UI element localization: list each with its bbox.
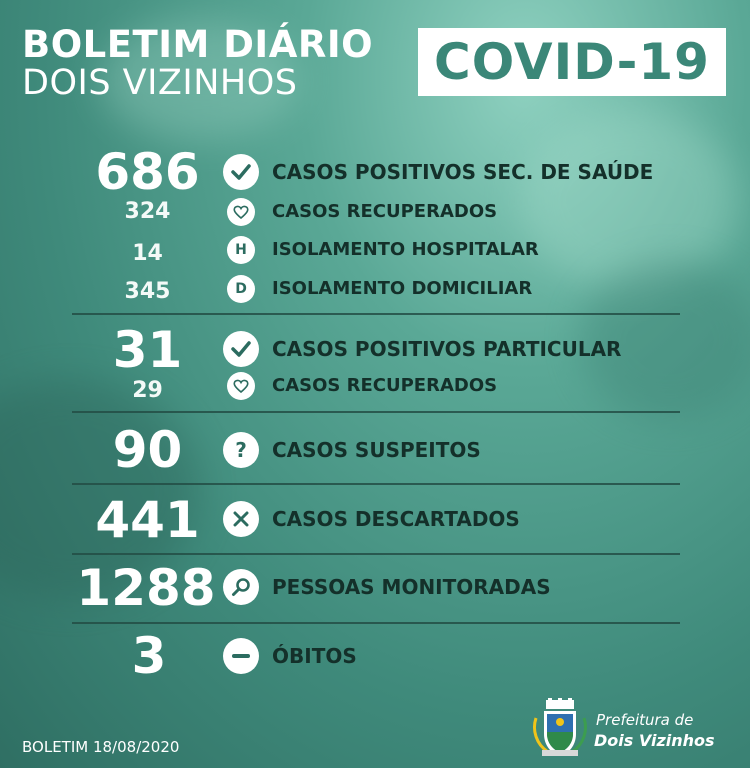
city-subtitle: DOIS VIZINHOS <box>22 63 298 103</box>
check-icon <box>223 154 259 190</box>
background-blur <box>520 110 740 290</box>
hospital-h-glyph: H <box>235 242 247 258</box>
obitos-label: ÓBITOS <box>272 644 357 668</box>
city-crest-icon <box>530 698 590 758</box>
recuperados-particular-label: CASOS RECUPERADOS <box>272 375 498 396</box>
prefeitura-line1: Prefeitura de <box>596 711 694 729</box>
check-icon <box>223 331 259 367</box>
recuperados-saude-value: 324 <box>124 199 171 224</box>
positivos-saude-value: 686 <box>95 143 200 201</box>
suspeitos-label: CASOS SUSPEITOS <box>272 438 481 462</box>
covid-badge-text: COVID-19 <box>434 33 710 91</box>
descartados-label: CASOS DESCARTADOS <box>272 507 520 531</box>
isolamento-domiciliar-value: 345 <box>124 279 171 304</box>
minus-icon <box>223 638 259 674</box>
hospital-h-icon <box>227 236 255 264</box>
isolamento-hospitalar-value: 14 <box>132 241 163 266</box>
bulletin-title: BOLETIM DIÁRIO <box>22 23 374 66</box>
question-icon <box>223 432 259 468</box>
isolamento-domiciliar-label: ISOLAMENTO DOMICILIAR <box>272 278 533 299</box>
recuperados-saude-label: CASOS RECUPERADOS <box>272 201 498 222</box>
magnifier-icon <box>223 569 259 605</box>
question-glyph: ? <box>235 438 247 462</box>
bulletin-date: BOLETIM 18/08/2020 <box>22 738 180 756</box>
obitos-value: 3 <box>131 627 167 685</box>
monitoradas-label: PESSOAS MONITORADAS <box>272 575 551 599</box>
positivos-saude-label: CASOS POSITIVOS SEC. DE SAÚDE <box>272 160 654 184</box>
prefeitura-line2: Dois Vizinhos <box>594 731 715 750</box>
positivos-particular-value: 31 <box>112 321 183 379</box>
suspeitos-value: 90 <box>112 421 183 479</box>
positivos-particular-label: CASOS POSITIVOS PARTICULAR <box>272 337 622 361</box>
home-d-icon <box>227 275 255 303</box>
isolamento-hospitalar-label: ISOLAMENTO HOSPITALAR <box>272 239 539 260</box>
heart-icon <box>227 198 255 226</box>
section-divider <box>72 411 680 413</box>
heart-icon <box>227 372 255 400</box>
section-divider <box>72 622 680 624</box>
section-divider <box>72 553 680 555</box>
covid-badge <box>418 28 726 96</box>
recuperados-particular-value: 29 <box>132 378 163 403</box>
home-d-glyph: D <box>235 281 247 297</box>
descartados-value: 441 <box>95 491 200 549</box>
monitoradas-value: 1288 <box>76 559 216 617</box>
section-divider <box>72 313 680 315</box>
x-icon <box>223 501 259 537</box>
section-divider <box>72 483 680 485</box>
